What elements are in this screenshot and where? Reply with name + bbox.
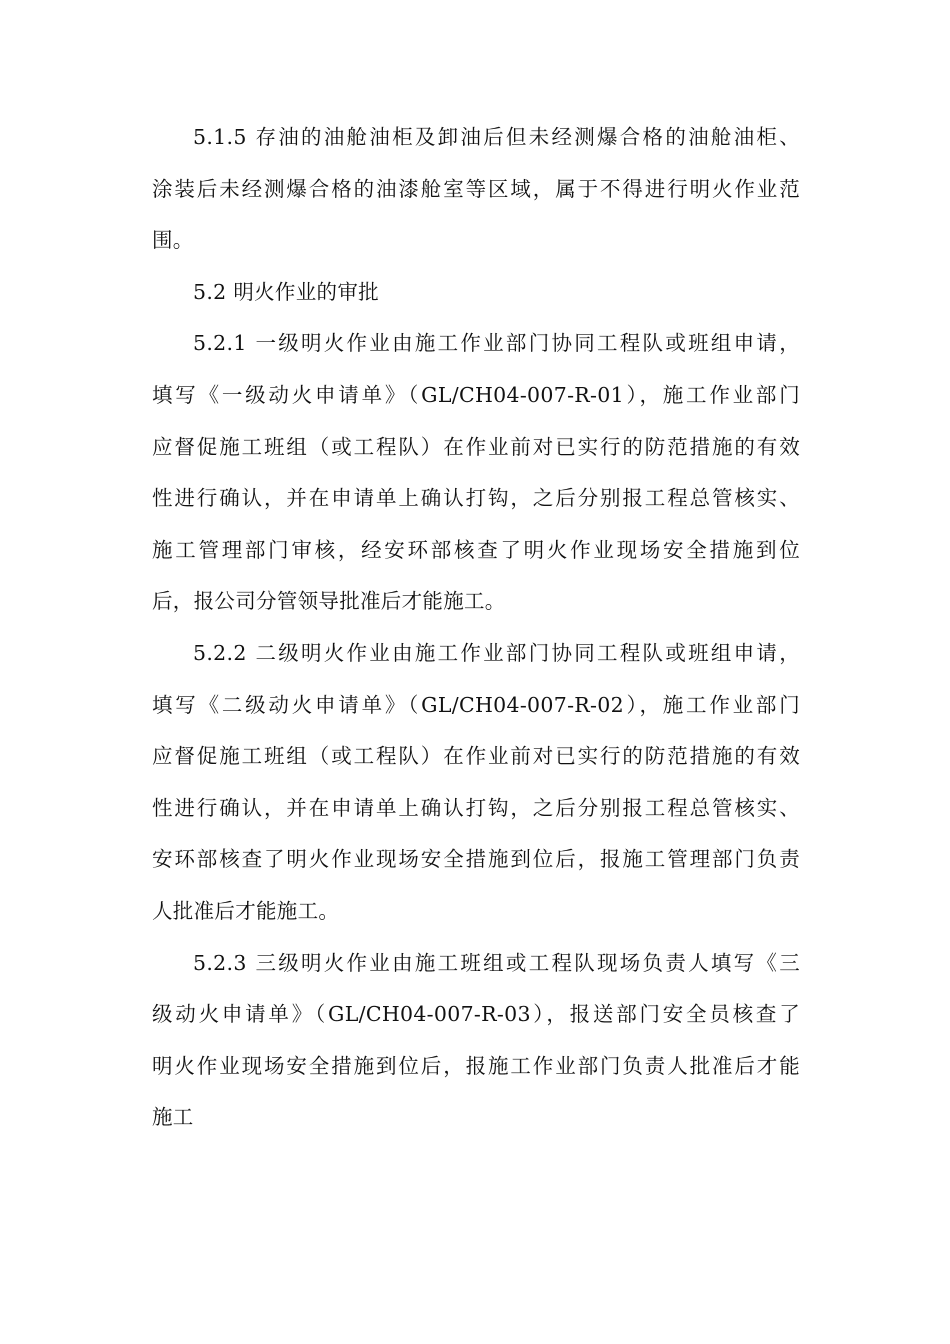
paragraph-line: 后，报公司分管领导批准后才能施工。 [152, 589, 506, 614]
paragraph-line: 明火作业现场安全措施到位后，报施工作业部门负责人批准后才能 [152, 1053, 800, 1078]
section-heading-5-2 [152, 267, 800, 319]
paragraph-line: 5.1.5 存油的油舱油柜及卸油后但未经测爆合格的油舱油柜、 [193, 125, 800, 149]
paragraph-line: 5.2.2 二级明火作业由施工作业部门协同工程队或班组申请， [193, 640, 800, 665]
paragraph-line: 围。 [152, 228, 194, 253]
paragraph-line: 填写《一级动火申请单》（GL/CH04-007-R-01），施工作业部门 [152, 382, 800, 407]
paragraph-line: 应督促施工班组（或工程队）在作业前对已实行的防范措施的有效 [152, 434, 800, 459]
paragraph-5-2-3 [152, 938, 800, 1144]
paragraph-line: 施工管理部门审核，经安环部核查了明火作业现场安全措施到位 [152, 537, 800, 562]
paragraph-line: 级动火申请单》（GL/CH04-007-R-03），报送部门安全员核查了 [152, 1002, 800, 1027]
paragraph-5-1-5 [152, 112, 800, 267]
section-heading-text: 5.2 明火作业的审批 [193, 279, 379, 304]
paragraph-line: 施工 [152, 1105, 194, 1130]
paragraph-line: 性进行确认，并在申请单上确认打钩，之后分别报工程总管核实、 [152, 795, 800, 820]
paragraph-line: 涂装后未经测爆合格的油漆舱室等区域，属于不得进行明火作业范 [152, 176, 800, 201]
paragraph-5-2-2 [152, 628, 800, 938]
paragraph-line: 安环部核查了明火作业现场安全措施到位后，报施工管理部门负责 [152, 847, 800, 872]
paragraph-line: 5.2.1 一级明火作业由施工作业部门协同工程队或班组申请， [193, 331, 800, 356]
document-body [152, 112, 800, 1144]
paragraph-5-2-1 [152, 318, 800, 628]
paragraph-line: 5.2.3 三级明火作业由施工班组或工程队现场负责人填写《三 [193, 950, 800, 975]
paragraph-line: 填写《二级动火申请单》（GL/CH04-007-R-02），施工作业部门 [152, 692, 800, 717]
paragraph-line: 应督促施工班组（或工程队）在作业前对已实行的防范措施的有效 [152, 744, 800, 769]
paragraph-line: 性进行确认，并在申请单上确认打钩，之后分别报工程总管核实、 [152, 486, 800, 511]
paragraph-line: 人批准后才能施工。 [152, 898, 340, 923]
